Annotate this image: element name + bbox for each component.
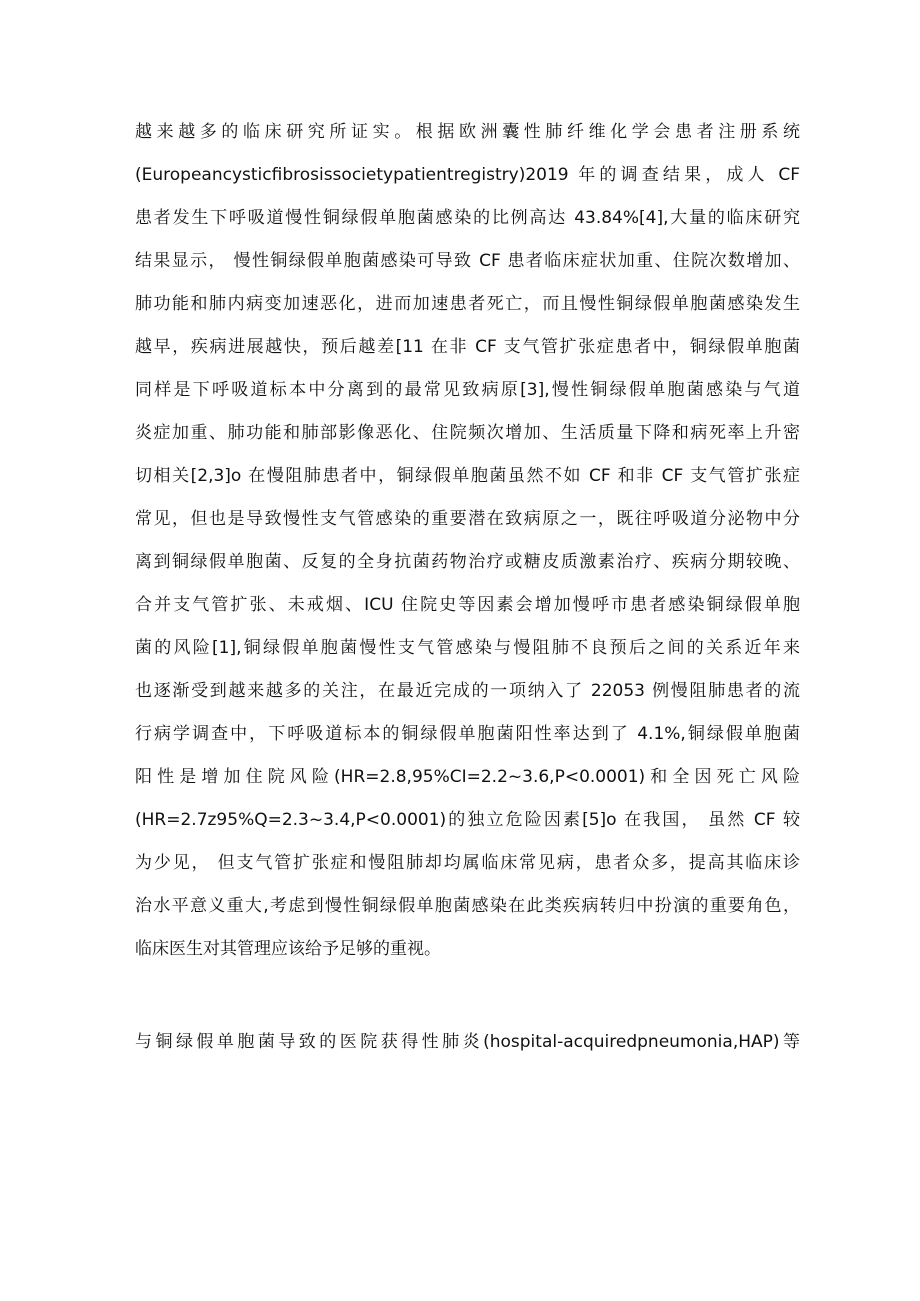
text-line: 结果显示， 慢性铜绿假单胞菌感染可导致 CF 患者临床症状加重、住院次数增加、 [135,251,800,271]
text-line: 菌的风险[1],铜绿假单胞菌慢性支气管感染与慢阻肺不良预后之间的关系近年来 [135,638,800,658]
text-line: (HR=2.7z95%Q=2.3~3.4,P<0.0001)的独立危险因素[5]o 在我国， 虽然 CF 较 [135,810,800,830]
text-line: 行病学调查中，下呼吸道标本的铜绿假单胞菌阳性率达到了 4.1%,铜绿假单胞菌 [135,724,800,744]
text-line: 常见，但也是导致慢性支气管感染的重要潜在致病原之一，既往呼吸道分泌物中分 [135,509,800,529]
text-line: 越早，疾病进展越快，预后越差[11 在非 CF 支气管扩张症患者中，铜绿假单胞菌 [135,337,800,357]
text-line: (Europeancysticfibrosissocietypatientregistry)2019 年的调查结果，成人 CF [135,165,800,185]
text-line: 合并支气管扩张、未戒烟、ICU 住院史等因素会增加慢呼市患者感染铜绿假单胞 [135,595,800,615]
text-line: 阳性是增加住院风险(HR=2.8,95%CI=2.2~3.6,P<0.0001)和全因死亡风险 [135,767,800,787]
text-line: 治水平意义重大,考虑到慢性铜绿假单胞菌感染在此类疾病转归中扮演的重要角色， [135,896,800,916]
text-line: 也逐渐受到越来越多的关注，在最近完成的一项纳入了 22053 例慢阻肺患者的流 [135,681,800,701]
text-line: 临床医生对其管理应该给予足够的重视。 [135,939,441,959]
text-line: 肺功能和肺内病变加速恶化，进而加速患者死亡，而且慢性铜绿假单胞菌感染发生 [135,294,800,314]
text-line: 离到铜绿假单胞菌、反复的全身抗菌药物治疗或糖皮质激素治疗、疾病分期较晚、 [135,552,800,572]
text-line: 炎症加重、肺功能和肺部影像恶化、住院频次增加、生活质量下降和病死率上升密 [135,423,800,443]
text-line: 越来越多的临床研究所证实。根据欧洲囊性肺纤维化学会患者注册系统 [135,122,800,142]
text-line: 同样是下呼吸道标本中分离到的最常见致病原[3],慢性铜绿假单胞菌感染与气道 [135,380,800,400]
text-line: 为少见， 但支气管扩张症和慢阻肺却均属临床常见病，患者众多，提高其临床诊 [135,853,800,873]
text-line: 切相关[2,3]o 在慢阻肺患者中，铜绿假单胞菌虽然不如 CF 和非 CF 支气管扩张症 [135,466,800,486]
text-line: 患者发生下呼吸道慢性铜绿假单胞菌感染的比例高达 43.84%[4],大量的临床研究 [135,208,800,228]
text-line: 与铜绿假单胞菌导致的医院获得性肺炎(hospital-acquiredpneumonia,HAP)等 [135,1032,800,1052]
